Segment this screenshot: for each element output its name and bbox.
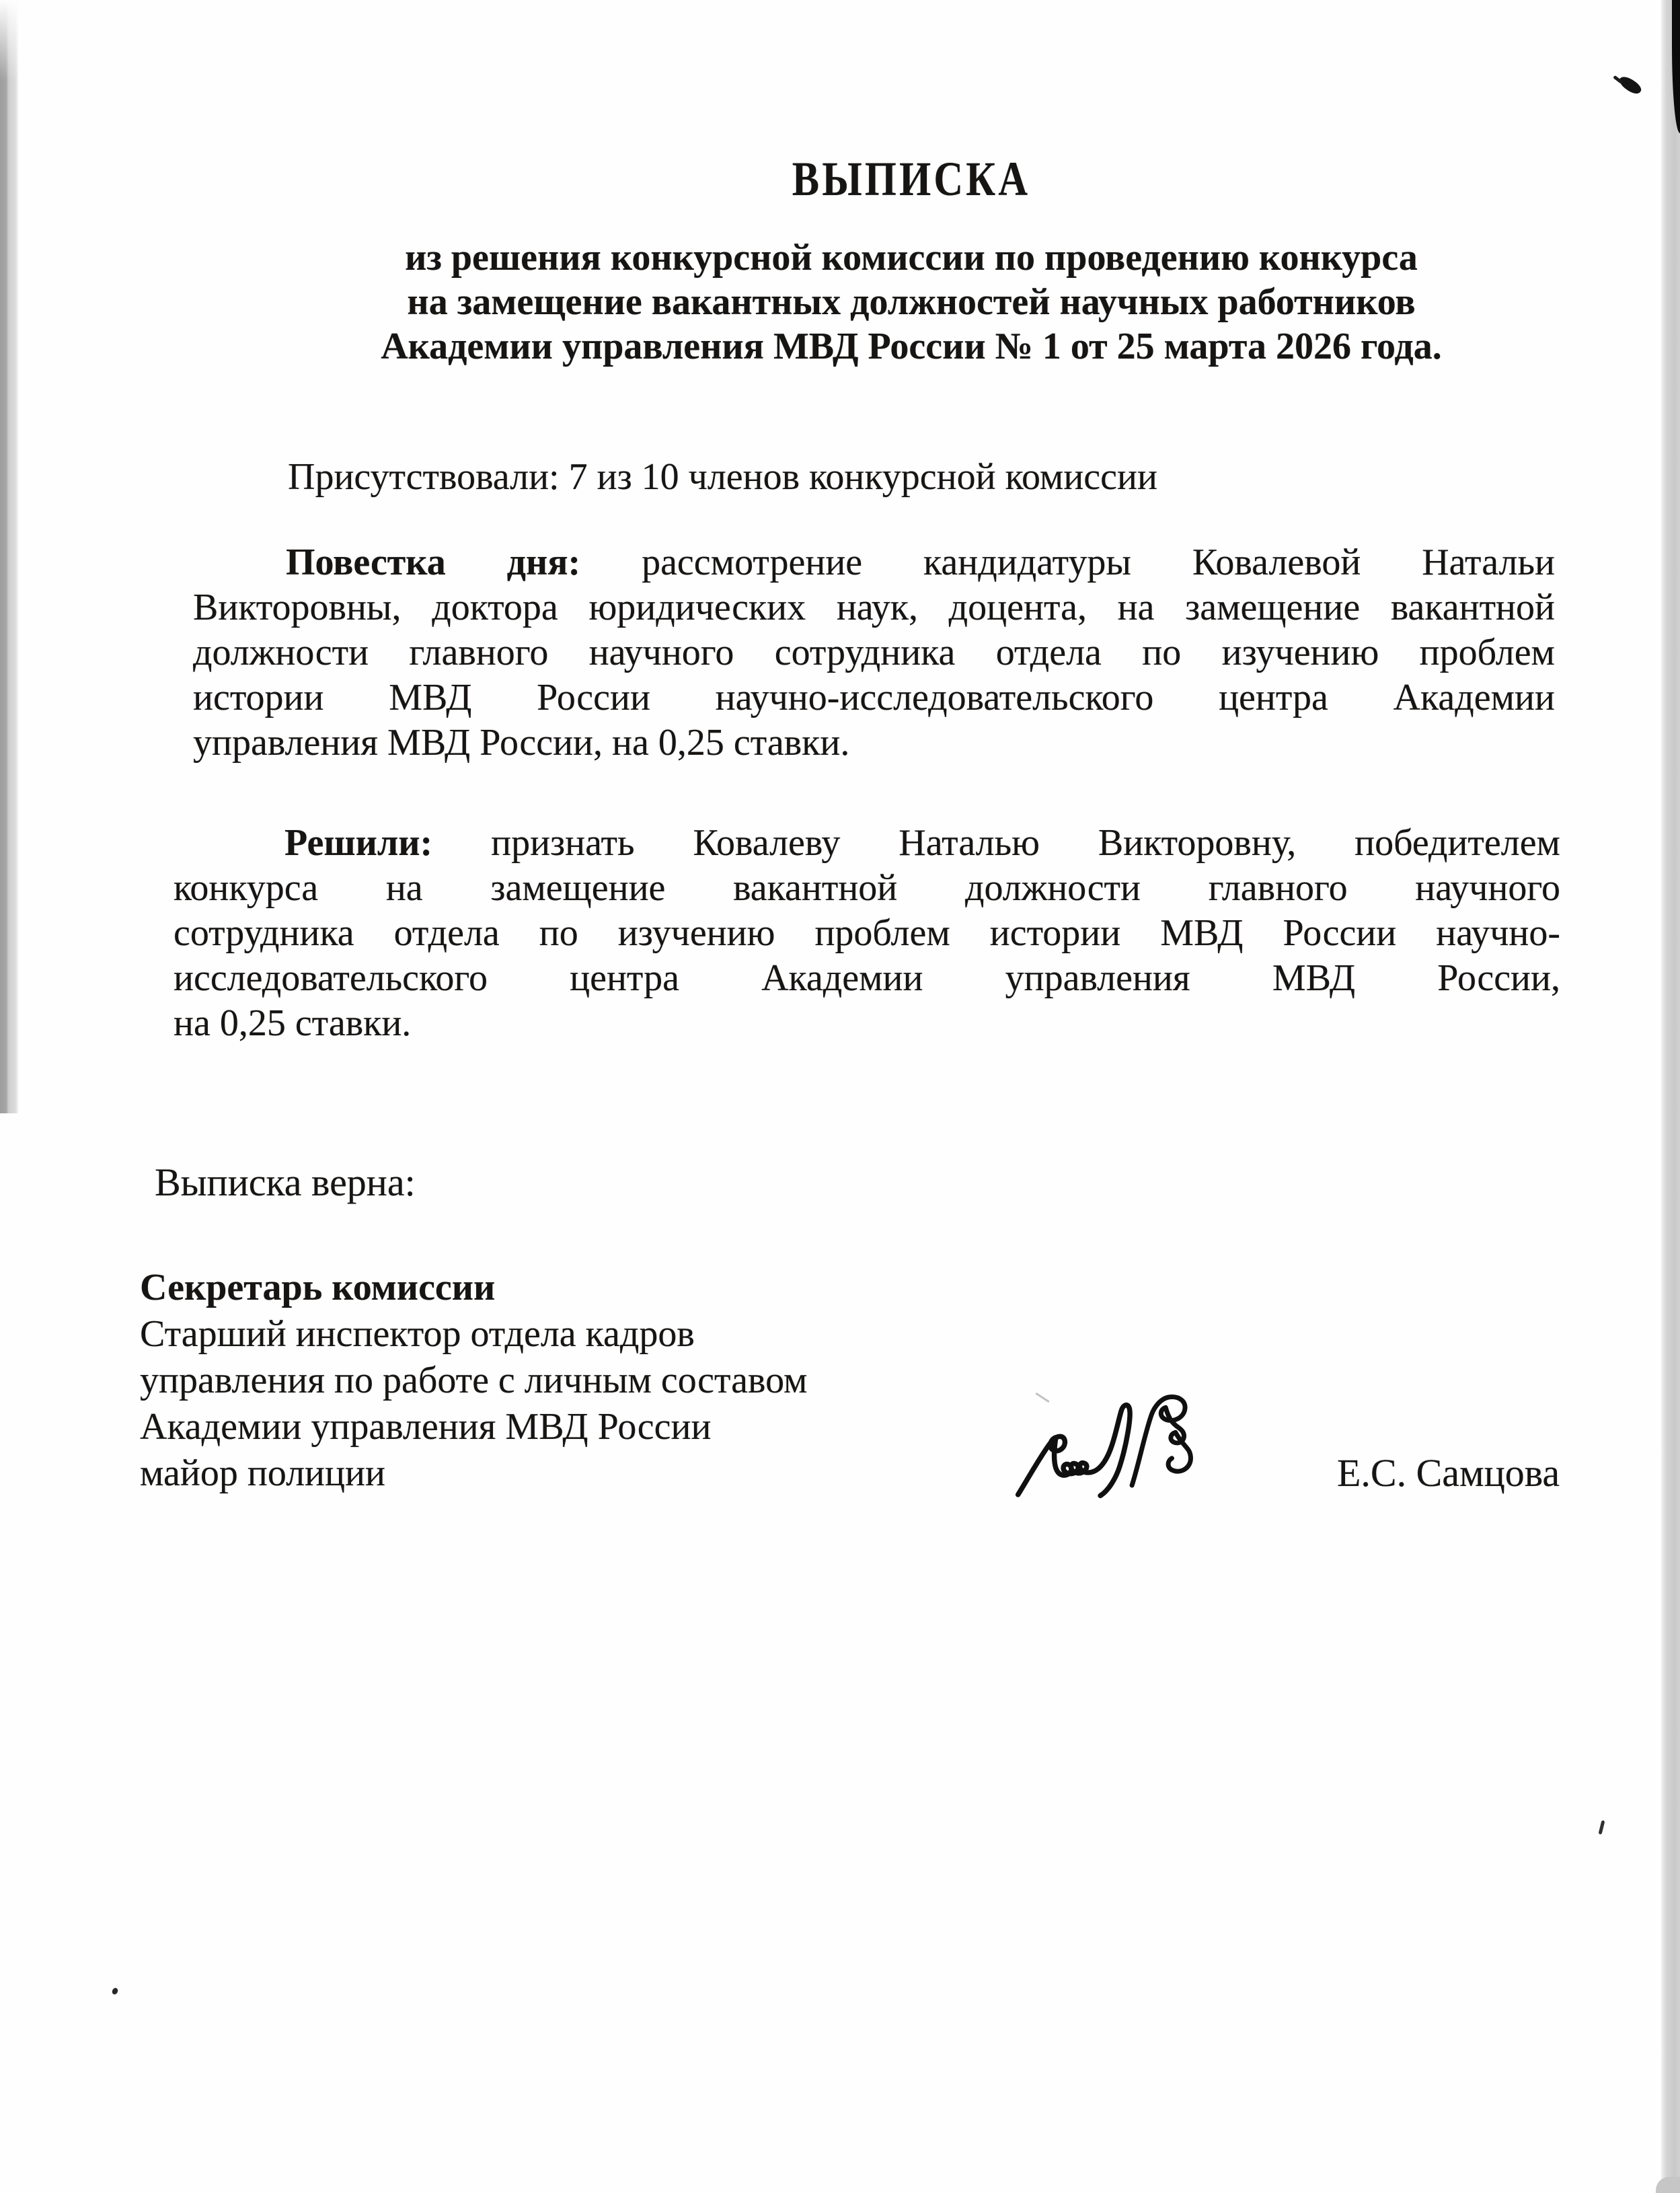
agenda-paragraph [193, 540, 1555, 766]
scan-edge-right [1661, 0, 1680, 2193]
subtitle-line: Академии управления МВД России № 1 от 25 марта 2026 года. [381, 326, 1442, 367]
attendance-line: Присутствовали: 7 из 10 членов конкурсной комиссии [288, 456, 1157, 498]
agenda-line [193, 540, 1555, 585]
signer-position-line: майор полиции [140, 1452, 385, 1494]
ink-mark [1617, 73, 1644, 97]
agenda-lead: Повестка дня: [286, 542, 581, 583]
scan-corner-bottom-right [1656, 2177, 1680, 2193]
agenda-line: управления МВД России, на 0,25 ставки. [193, 722, 850, 764]
handwritten-signature [1011, 1392, 1213, 1503]
scan-speck-tick [1599, 1820, 1605, 1835]
agenda-line: должности главного научного сотрудника отдела по изучению проблем [193, 632, 1555, 673]
signer-role: Секретарь комиссии [140, 1267, 496, 1308]
scan-edge-left-fade [0, 0, 18, 81]
resolution-paragraph [174, 821, 1560, 1046]
signature-block [140, 1265, 807, 1497]
scan-edge-left [0, 0, 18, 1113]
subtitle-line: из решения конкурсной комиссии по проведению конкурса [405, 237, 1418, 278]
signer-name: Е.С. Самцова [1337, 1451, 1560, 1495]
resolution-line: на 0,25 ставки. [174, 1002, 412, 1044]
resolution-line [174, 821, 1560, 866]
scan-speck-dot [111, 1987, 119, 1996]
signer-position-line: Старший инспектор отдела кадров [140, 1313, 695, 1355]
subtitle-line: на замещение вакантных должностей научных работников [407, 281, 1416, 323]
document-subtitle [237, 235, 1586, 369]
resolution-line: сотрудника отдела по изучению проблем истории МВД России научно- [174, 912, 1560, 954]
agenda-line: Викторовны, доктора юридических наук, доцента, на замещение вакантной [193, 587, 1555, 628]
document-title: ВЫПИСКА [792, 152, 1031, 206]
resolution-line: исследовательского центра Академии управления МВД России, [174, 957, 1560, 999]
signer-position-line: управления по работе с личным составом [140, 1360, 808, 1401]
resolution-line-text: признать Ковалеву Наталью Викторовну, победителем [491, 822, 1560, 864]
resolution-line: конкурса на замещение вакантной должности главного научного [174, 867, 1560, 909]
certification-line: Выписка верна: [155, 1160, 416, 1204]
agenda-line-text: рассмотрение кандидатуры Ковалевой Натальи [642, 542, 1556, 583]
resolution-lead: Решили: [284, 822, 433, 864]
signer-position-line: Академии управления МВД России [140, 1406, 712, 1448]
agenda-line: истории МВД России научно-исследовательского центра Академии [193, 677, 1555, 718]
